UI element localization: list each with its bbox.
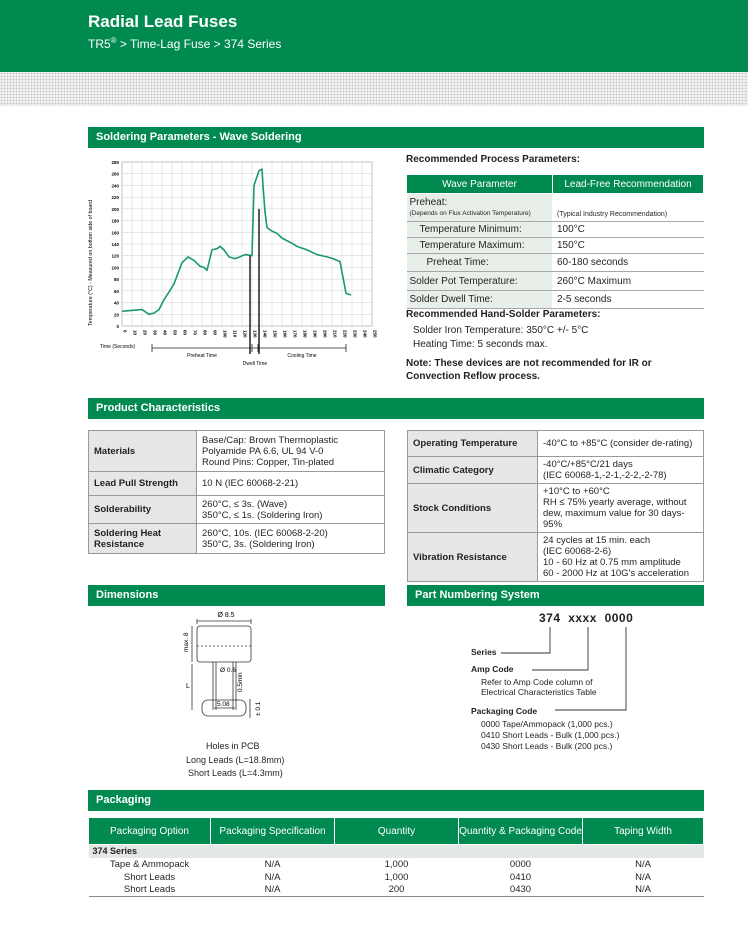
y-tick-label: 0 [116, 324, 119, 329]
vibration-line: 60 - 2000 Hz at 10G's acceleration [543, 568, 689, 579]
table-cell: 0410 [509, 871, 532, 883]
solderability-line: 350°C, ≤ 1s. (Soldering Iron) [202, 509, 323, 521]
y-tick-label: 220 [111, 195, 119, 201]
packaging-code-line: 0000 Tape/Ammopack (1,000 pcs.) [481, 719, 613, 729]
preheat-note: (Depends on Flux Activation Temperature) [409, 209, 531, 217]
x-tick-label: 180 [302, 330, 308, 338]
header-pattern-band [0, 72, 748, 106]
amp-code-desc-line: Refer to Amp Code column of [481, 677, 593, 687]
temperature-profile-line [122, 169, 351, 314]
vibration-line: 10 - 60 Hz at 0.75 mm amplitude [543, 557, 681, 568]
y-tick-label: 280 [111, 160, 119, 165]
phase-label-dwell: Dwell Time [242, 361, 268, 367]
y-tick-label: 140 [111, 242, 119, 247]
value-operating-temp: -40°C to +85°C (consider de-rating) [538, 431, 704, 457]
x-tick-label: 110 [232, 330, 238, 338]
table-cell: Short Leads [89, 884, 211, 897]
dim-height: max. 8 [183, 632, 190, 652]
materials-line: Base/Cap: Brown Thermoplastic [202, 434, 339, 446]
x-tick-label: 250 [372, 330, 378, 338]
registered-mark: ® [110, 36, 117, 45]
soldering-heat-line: 260°C, 10s. (IEC 60068-2-20) [202, 527, 328, 539]
series-row: 374 Series [89, 845, 704, 858]
table-cell: N/A [264, 858, 281, 870]
col-quantity: Quantity [335, 818, 459, 845]
param-dwell-time: Solder Dwell Time: [407, 291, 553, 309]
x-axis-label: Time (Seconds) [100, 344, 136, 350]
x-tick-label: 60 [182, 330, 188, 336]
dim-tolerance: ± 0.1 [255, 701, 262, 716]
table-cell: 0430 [459, 884, 583, 897]
breadcrumb-path: > Time-Lag Fuse > 374 Series [116, 37, 282, 51]
x-tick-label: 150 [272, 330, 278, 338]
x-tick-label: 80 [202, 330, 208, 336]
process-params-heading: Recommended Process Parameters: [406, 154, 580, 165]
col-wave-parameter: Wave Parameter [407, 175, 553, 194]
dim-min-length: 0.5min [237, 672, 244, 692]
table-cell: 200 [335, 884, 459, 897]
breadcrumb [88, 36, 281, 51]
holes-in-pcb: Holes in PCB [206, 741, 260, 751]
x-tick-label: 10 [132, 330, 138, 336]
x-tick-label: 240 [362, 330, 368, 338]
x-tick-label: 50 [172, 330, 178, 336]
key-operating-temp: Operating Temperature [408, 431, 538, 457]
table-cell: N/A [635, 871, 651, 883]
key-solderability: Solderability [89, 496, 197, 524]
table-row [89, 871, 704, 884]
x-tick-label: 140 [262, 330, 268, 338]
param-solder-pot: Solder Pot Temperature: [407, 272, 553, 291]
key-lead-pull: Lead Pull Strength [89, 472, 197, 496]
table-row [89, 884, 704, 897]
value-materials [197, 431, 385, 472]
y-tick-label: 180 [111, 218, 119, 224]
hand-solder-temp: Solder Iron Temperature: 350°C +/- 5°C [413, 325, 589, 336]
phase-label-preheat: Preheat Time [187, 353, 217, 359]
x-tick-label: 190 [312, 330, 318, 338]
part-code-series: 374 [539, 611, 561, 625]
long-leads-note: Long Leads (L=18.8mm) [186, 755, 285, 765]
x-tick-label: 70 [192, 330, 198, 336]
soldering-heat-line: 350°C, 3s. (Soldering Iron) [202, 538, 315, 550]
y-tick-label: 260 [111, 171, 119, 177]
value-solderability [197, 496, 385, 524]
dimensions-section-title: Dimensions [88, 585, 385, 606]
param-temp-max: Temperature Maximum: [407, 238, 553, 254]
preheat-label: Preheat: [409, 196, 448, 208]
materials-line: Round Pins: Copper, Tin-plated [202, 456, 335, 468]
table-cell: Tape & Ammopack [109, 858, 190, 870]
col-lead-free-recommendation: Lead-Free Recommendation [553, 175, 704, 194]
packaging-code-list [481, 719, 619, 752]
table-cell: N/A [264, 871, 281, 883]
value-soldering-heat [197, 524, 385, 554]
table-cell: 1,000 [384, 858, 409, 870]
y-axis-label: Temperature (°C) - Measured on bottom side of board [88, 199, 94, 326]
solderability-line: 260°C, ≤ 3s. (Wave) [202, 498, 288, 510]
table-cell: 0000 [509, 858, 532, 870]
value-stock [538, 484, 704, 533]
col-taping-width: Taping Width [583, 818, 704, 845]
param-preheat-time: Preheat Time: [407, 254, 553, 272]
connector-amp [532, 627, 588, 670]
connector-packaging [555, 627, 626, 710]
table-row [89, 858, 704, 871]
col-packaging-spec: Packaging Specification [211, 818, 335, 845]
label-packaging-code: Packaging Code [471, 706, 538, 716]
vibration-line: (IEC 60068-2-6) [543, 546, 612, 557]
product-section-title: Product Characteristics [88, 398, 704, 419]
value-vibration [538, 533, 704, 582]
hand-solder-time: Heating Time: 5 seconds max. [413, 339, 548, 350]
value-lead-pull: 10 N (IEC 60068-2-21) [197, 472, 385, 496]
value-solder-pot: 260°C Maximum [553, 272, 704, 291]
x-tick-label: 200 [322, 330, 328, 338]
part-numbering-section-title: Part Numbering System [407, 585, 704, 606]
x-tick-label: 90 [212, 330, 218, 336]
x-tick-label: 160 [282, 330, 288, 338]
phase-label-cooling: Cooling Time [287, 353, 317, 359]
y-tick-label: 60 [113, 288, 119, 294]
label-series: Series [471, 647, 497, 657]
product-characteristics-left [88, 430, 385, 554]
short-leads-note: Short Leads (L=4.3mm) [188, 768, 283, 778]
col-quantity-code: Quantity & Packaging Code [459, 818, 583, 845]
amp-code-desc [481, 677, 597, 697]
amp-code-desc-line: Electrical Characteristics Table [481, 687, 597, 697]
dim-diameter: Ø 8.5 [217, 612, 235, 619]
process-params-table [406, 174, 704, 309]
hand-solder-heading: Recommended Hand-Solder Parameters: [406, 309, 601, 320]
x-tick-label: 30 [152, 330, 158, 336]
stock-line: RH ≤ 75% yearly average, without [543, 497, 687, 508]
table-cell: N/A [211, 884, 335, 897]
dim-lead-diameter: Ø 0.6 [220, 667, 236, 674]
climatic-line: (IEC 60068-1,-2-1,-2-2,-2-78) [543, 470, 667, 481]
value-preheat-time: 60-180 seconds [553, 254, 704, 272]
fuse-dimension-drawing [180, 606, 290, 746]
key-materials: Materials [89, 431, 197, 472]
part-number-code [539, 611, 633, 625]
y-tick-label: 200 [111, 206, 119, 212]
param-temp-min: Temperature Minimum: [407, 222, 553, 238]
reflow-note: Note: These devices are not recommended for IR or Convection Reflow process. [406, 358, 652, 382]
soldering-section-title: Soldering Parameters - Wave Soldering [88, 127, 704, 148]
table-cell: N/A [635, 858, 651, 870]
table-cell: N/A [583, 884, 704, 897]
page-header [0, 0, 748, 72]
wave-soldering-profile-chart [86, 156, 386, 378]
stock-line: +10°C to +60°C [543, 486, 610, 497]
value-dwell-time: 2-5 seconds [553, 291, 704, 309]
fuse-body-outline [197, 626, 251, 662]
climatic-line: -40°C/+85°C/21 days [543, 459, 633, 470]
y-tick-label: 80 [113, 277, 119, 283]
packaging-section-title: Packaging [88, 790, 704, 811]
key-climatic: Climatic Category [408, 457, 538, 484]
x-tick-label: 130 [252, 330, 258, 338]
key-soldering-heat: Soldering Heat Resistance [89, 524, 197, 554]
value-temp-max: 150°C [553, 238, 704, 254]
table-cell: Short Leads [123, 871, 176, 883]
page-title: Radial Lead Fuses [88, 12, 238, 31]
part-code-amp: xxxx [568, 611, 597, 625]
connector-series [501, 627, 550, 653]
packaging-table [88, 817, 704, 897]
x-tick-label: 210 [332, 330, 338, 338]
x-tick-label: 170 [292, 330, 298, 338]
vibration-line: 24 cycles at 15 min. each [543, 535, 651, 546]
packaging-code-line: 0410 Short Leads - Bulk (1,000 pcs.) [481, 730, 620, 740]
x-tick-label: 230 [352, 330, 358, 338]
table-cell: 1,000 [384, 871, 409, 883]
x-tick-label: 0 [122, 330, 128, 333]
x-tick-label: 100 [222, 330, 228, 338]
product-characteristics-right [407, 430, 704, 582]
dim-lead-length: L [186, 683, 190, 690]
stock-line: 95% [543, 519, 563, 530]
y-tick-label: 120 [111, 253, 119, 259]
preheat-rec: (Typical Industry Recommendation) [553, 194, 704, 222]
y-tick-label: 160 [111, 230, 119, 236]
preheat-label-cell [407, 194, 553, 222]
x-tick-label: 20 [142, 330, 148, 336]
y-tick-label: 20 [113, 312, 119, 318]
label-amp-code: Amp Code [471, 664, 514, 674]
value-temp-min: 100°C [553, 222, 704, 238]
y-tick-label: 100 [111, 265, 119, 271]
x-tick-label: 120 [242, 330, 248, 338]
materials-line: Polyamide PA 6.6, UL 94 V-0 [202, 445, 324, 457]
x-tick-label: 40 [162, 330, 168, 336]
key-stock: Stock Conditions [408, 484, 538, 533]
breadcrumb-brand: TR5 [88, 37, 111, 51]
value-climatic [538, 457, 704, 484]
part-code-packaging: 0000 [604, 611, 634, 625]
y-tick-label: 240 [111, 183, 119, 189]
y-tick-label: 40 [113, 300, 119, 306]
stock-line: dew, maximum value for 30 days- [543, 508, 685, 519]
packaging-code-line: 0430 Short Leads - Bulk (200 pcs.) [481, 741, 613, 751]
dim-pitch: 5.08 [217, 701, 230, 708]
x-tick-label: 220 [342, 330, 348, 338]
col-packaging-option: Packaging Option [89, 818, 211, 845]
key-vibration: Vibration Resistance [408, 533, 538, 582]
